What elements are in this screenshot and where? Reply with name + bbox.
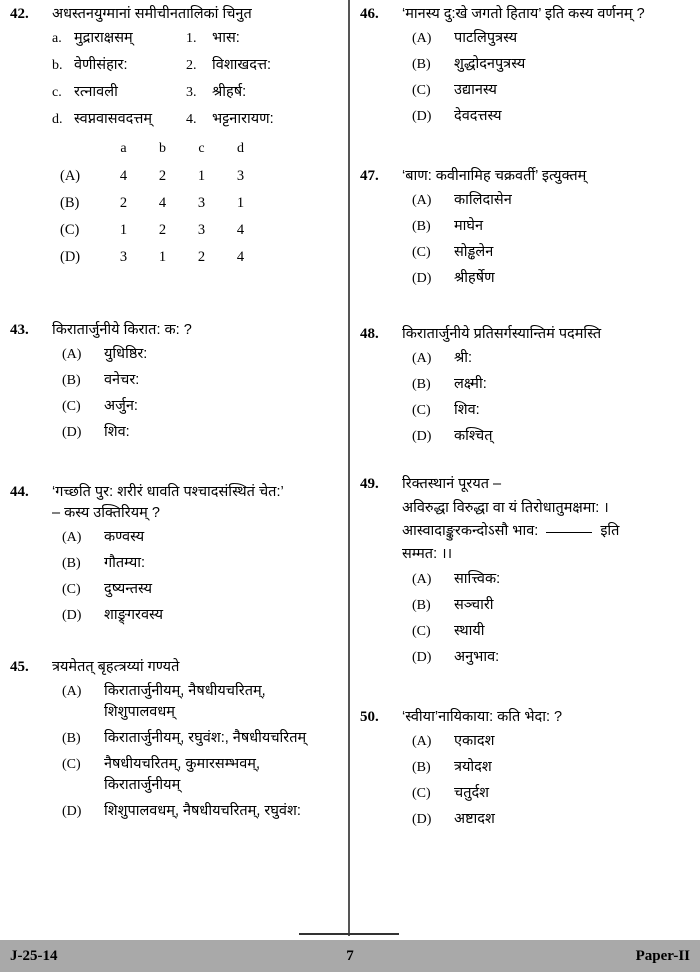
pair-row[interactable] bbox=[52, 27, 342, 50]
option-b[interactable] bbox=[402, 54, 694, 75]
question-text: रिक्तस्थानं पूरयत – bbox=[402, 476, 502, 492]
matrix-row-key: (B) bbox=[60, 195, 80, 211]
verse-line-2-before-blank: आस्वादाङ्कुरकन्दोऽसौ भाव: bbox=[402, 523, 539, 539]
spacer bbox=[360, 294, 694, 324]
pair-index: 3. bbox=[186, 85, 197, 100]
option-d[interactable] bbox=[402, 426, 694, 447]
pair-right-item: श्रीहर्ष: bbox=[212, 84, 247, 100]
pair-index: 1. bbox=[186, 31, 197, 46]
paper-label: Paper-II bbox=[635, 947, 690, 964]
verse-line-3: सम्मत: ।। bbox=[402, 546, 453, 562]
option-text: एकादश bbox=[454, 733, 495, 749]
option-b[interactable] bbox=[52, 553, 342, 574]
option-key: (B) bbox=[62, 373, 81, 388]
option-text-line: किरातार्जुनीयम्, रघुवंश:, नैषधीयचरितम् bbox=[104, 730, 307, 746]
option-key: (C) bbox=[412, 786, 431, 801]
option-a[interactable] bbox=[52, 681, 342, 723]
option-key: (C) bbox=[62, 757, 81, 772]
option-text bbox=[104, 754, 342, 796]
option-text: उद्यानस्य bbox=[454, 82, 497, 98]
option-d[interactable] bbox=[402, 106, 694, 127]
pair-key: a. bbox=[52, 31, 62, 46]
matrix-cell: 1 bbox=[197, 168, 206, 184]
pair-right-item: भास: bbox=[212, 30, 240, 46]
option-text: कश्चित् bbox=[454, 428, 493, 444]
matrix-header-row bbox=[60, 141, 342, 168]
option-b[interactable] bbox=[402, 595, 694, 616]
question-text-line: – कस्य उक्तिरियम् ? bbox=[52, 505, 160, 521]
matrix-cell: 3 bbox=[236, 168, 245, 184]
matrix-cell: 4 bbox=[158, 195, 167, 211]
option-d[interactable] bbox=[52, 605, 342, 626]
question-text-line: ‘गच्छति पुर: शरीरं धावति पश्चादसंस्थितं चेत:’ bbox=[52, 484, 284, 500]
option-text: श्री: bbox=[454, 350, 473, 366]
option-key: (A) bbox=[62, 347, 82, 362]
pair-key: c. bbox=[52, 85, 62, 100]
option-key: (A) bbox=[412, 734, 432, 749]
matrix-cell: 3 bbox=[197, 222, 206, 238]
spacer bbox=[10, 276, 342, 320]
verse-block bbox=[402, 497, 694, 566]
option-key: (D) bbox=[412, 812, 432, 827]
option-key: (D) bbox=[412, 650, 432, 665]
pair-left-item: रत्नावली bbox=[74, 84, 118, 100]
option-c[interactable] bbox=[52, 579, 342, 600]
question-number: 50. bbox=[360, 709, 379, 725]
option-text: माघेन bbox=[454, 218, 484, 234]
option-text: शुद्धोदनपुत्रस्य bbox=[454, 56, 526, 72]
question-48 bbox=[360, 324, 694, 447]
spacer bbox=[360, 673, 694, 707]
option-text-line: नैषधीयचरितम्, कुमारसम्भवम्, bbox=[104, 756, 260, 772]
verse-line-2 bbox=[402, 520, 694, 543]
match-pairs bbox=[52, 27, 342, 131]
option-key: (C) bbox=[62, 582, 81, 597]
question-44 bbox=[10, 482, 342, 626]
question-43 bbox=[10, 320, 342, 443]
option-text: त्रयोदश bbox=[454, 759, 492, 775]
matrix-cell: 3 bbox=[197, 195, 206, 211]
question-number: 48. bbox=[360, 326, 379, 342]
option-key: (C) bbox=[412, 403, 431, 418]
question-text: ‘मानस्य दु:खे जगतो हिताय’ इति कस्य वर्णनम् ? bbox=[402, 6, 645, 22]
question-number: 45. bbox=[10, 659, 29, 675]
option-key: (D) bbox=[62, 804, 82, 819]
option-d[interactable] bbox=[402, 268, 694, 289]
matrix-head-a: a bbox=[120, 141, 127, 156]
matrix-cell: 3 bbox=[119, 249, 128, 265]
options-list bbox=[402, 348, 694, 447]
question-45 bbox=[10, 657, 342, 822]
matrix-head-c: c bbox=[198, 141, 205, 156]
option-d[interactable] bbox=[402, 809, 694, 830]
option-key: (D) bbox=[412, 109, 432, 124]
left-column bbox=[0, 0, 348, 930]
option-a[interactable] bbox=[52, 527, 342, 548]
option-key: (A) bbox=[412, 31, 432, 46]
question-text bbox=[52, 482, 342, 524]
matrix-cell: 1 bbox=[119, 222, 128, 238]
option-key: (B) bbox=[412, 598, 431, 613]
options-list bbox=[402, 28, 694, 127]
option-key: (B) bbox=[412, 760, 431, 775]
fill-in-blank[interactable] bbox=[546, 532, 592, 533]
question-text: किरातार्जुनीये प्रतिसर्गस्यान्तिमं पदमस्ति bbox=[402, 326, 602, 342]
option-text: पाटलिपुत्रस्य bbox=[454, 30, 518, 46]
option-key: (D) bbox=[412, 429, 432, 444]
option-a[interactable] bbox=[402, 190, 694, 211]
option-key: (D) bbox=[412, 271, 432, 286]
matrix-head-b: b bbox=[159, 141, 166, 156]
matrix-option-row[interactable] bbox=[60, 195, 342, 222]
option-text: शिव: bbox=[104, 424, 130, 440]
question-number: 42. bbox=[10, 6, 29, 22]
spacer bbox=[10, 631, 342, 657]
question-text: अधस्तनयुग्मानां समीचीनतालिकां चिनुत bbox=[52, 6, 252, 22]
option-text: श्रीहर्षेण bbox=[454, 270, 495, 286]
option-key: (D) bbox=[62, 608, 82, 623]
question-49 bbox=[360, 474, 694, 668]
option-text: कालिदासेन bbox=[454, 192, 512, 208]
option-text: स्थायी bbox=[454, 623, 485, 639]
pair-left-item: स्वप्नवासवदत्तम् bbox=[74, 111, 153, 127]
verse-line-1: अविरुद्धा विरुद्धा वा यं तिरोधातुमक्षमा: । bbox=[402, 500, 609, 516]
question-number: 44. bbox=[10, 484, 29, 500]
question-number: 43. bbox=[10, 322, 29, 338]
question-number: 47. bbox=[360, 168, 379, 184]
spacer bbox=[10, 448, 342, 482]
matrix-row-key: (A) bbox=[60, 168, 81, 184]
pair-left-item: वेणीसंहार: bbox=[74, 57, 128, 73]
matrix-option-row[interactable] bbox=[60, 222, 342, 249]
matrix-cell: 2 bbox=[158, 222, 167, 238]
question-text: त्रयमेतत् बृहत्त्रय्यां गण्यते bbox=[52, 659, 180, 675]
page-footer bbox=[0, 940, 700, 972]
matrix-option-row[interactable] bbox=[60, 249, 342, 276]
option-key: (D) bbox=[62, 425, 82, 440]
option-d[interactable] bbox=[402, 647, 694, 668]
question-50 bbox=[360, 707, 694, 830]
option-key: (C) bbox=[412, 245, 431, 260]
option-text: लक्ष्मी: bbox=[454, 376, 487, 392]
matrix-cell: 1 bbox=[158, 249, 167, 265]
option-text: सञ्चारी bbox=[454, 597, 494, 613]
option-text-line: शिशुपालवधम् bbox=[104, 704, 175, 720]
pair-row[interactable] bbox=[52, 81, 342, 104]
option-text-line: किरातार्जुनीयम्, नैषधीयचरितम्, bbox=[104, 683, 266, 699]
question-text: ‘स्वीया’नायिकाया: कति भेदा: ? bbox=[402, 709, 563, 725]
option-text: चतुर्दश bbox=[454, 785, 490, 801]
options-list bbox=[52, 681, 342, 822]
options-list bbox=[402, 190, 694, 289]
pair-left-item: मुद्राराक्षसम् bbox=[74, 30, 133, 46]
option-key: (B) bbox=[412, 219, 431, 234]
option-text bbox=[104, 728, 342, 749]
option-text: दुष्यन्तस्य bbox=[104, 581, 153, 597]
pair-row[interactable] bbox=[52, 108, 342, 131]
option-key: (A) bbox=[412, 572, 432, 587]
option-text: देवदत्तस्य bbox=[454, 108, 502, 124]
pair-index: 4. bbox=[186, 112, 197, 127]
question-42 bbox=[10, 4, 342, 276]
spacer bbox=[360, 132, 694, 166]
option-key: (B) bbox=[412, 377, 431, 392]
paper-code: J-25-14 bbox=[10, 947, 58, 964]
question-46 bbox=[360, 4, 694, 127]
bottom-rule bbox=[299, 933, 399, 935]
option-text: गौतम्या: bbox=[104, 555, 146, 571]
spacer bbox=[360, 452, 694, 474]
option-text bbox=[104, 801, 342, 822]
options-list bbox=[52, 527, 342, 626]
matrix-cell: 2 bbox=[158, 168, 167, 184]
option-text: वनेचर: bbox=[104, 372, 140, 388]
option-a[interactable] bbox=[402, 348, 694, 369]
option-c[interactable] bbox=[52, 754, 342, 796]
option-c[interactable] bbox=[402, 80, 694, 101]
option-d[interactable] bbox=[52, 422, 342, 443]
option-key: (A) bbox=[62, 530, 82, 545]
option-c[interactable] bbox=[402, 242, 694, 263]
pair-index: 2. bbox=[186, 58, 197, 73]
options-list bbox=[402, 731, 694, 830]
pair-key: b. bbox=[52, 58, 63, 73]
matrix-cell: 4 bbox=[119, 168, 128, 184]
option-b[interactable] bbox=[402, 216, 694, 237]
matrix-cell: 1 bbox=[236, 195, 245, 211]
options-list bbox=[52, 344, 342, 443]
option-b[interactable] bbox=[402, 757, 694, 778]
option-text bbox=[104, 681, 342, 723]
option-c[interactable] bbox=[402, 400, 694, 421]
option-text: अष्टादश bbox=[454, 811, 495, 827]
option-b[interactable] bbox=[402, 374, 694, 395]
option-c[interactable] bbox=[402, 621, 694, 642]
option-text-line: शिशुपालवधम्, नैषधीयचरितम्, रघुवंश: bbox=[104, 803, 301, 819]
option-text: सात्त्विक: bbox=[454, 571, 501, 587]
option-text: अनुभाव: bbox=[454, 649, 500, 665]
option-text: कण्वस्य bbox=[104, 529, 145, 545]
option-key: (B) bbox=[62, 731, 81, 746]
options-list bbox=[402, 569, 694, 668]
matrix-row-key: (C) bbox=[60, 222, 80, 238]
matrix-option-row[interactable] bbox=[60, 168, 342, 195]
option-c[interactable] bbox=[402, 783, 694, 804]
question-number: 46. bbox=[360, 6, 379, 22]
option-a[interactable] bbox=[402, 569, 694, 590]
option-a[interactable] bbox=[402, 28, 694, 49]
question-text: किरातार्जुनीये किरात: क: ? bbox=[52, 322, 192, 338]
option-key: (B) bbox=[62, 556, 81, 571]
option-text: शिव: bbox=[454, 402, 480, 418]
option-text: शाङ्र्गरवस्य bbox=[104, 607, 164, 623]
question-47 bbox=[360, 166, 694, 289]
matrix-cell: 4 bbox=[236, 249, 245, 265]
option-key: (C) bbox=[62, 399, 81, 414]
matrix-cell: 4 bbox=[236, 222, 245, 238]
option-a[interactable] bbox=[52, 344, 342, 365]
verse-line-2-after-blank: इति bbox=[600, 523, 620, 539]
option-key: (B) bbox=[412, 57, 431, 72]
option-text: युधिष्ठिर: bbox=[104, 346, 148, 362]
pair-row[interactable] bbox=[52, 54, 342, 77]
matrix-head-d: d bbox=[237, 141, 244, 156]
option-c[interactable] bbox=[52, 396, 342, 417]
page-number: 7 bbox=[346, 947, 354, 964]
question-number: 49. bbox=[360, 476, 379, 492]
matrix-cell: 2 bbox=[197, 249, 206, 265]
question-text: ‘बाण: कवीनामिह चक्रवर्ती’ इत्युक्तम् bbox=[402, 168, 587, 184]
matrix-row-key: (D) bbox=[60, 249, 81, 265]
answer-matrix bbox=[60, 141, 342, 276]
option-b[interactable] bbox=[52, 370, 342, 391]
pair-right-item: भट्टनारायण: bbox=[212, 111, 274, 127]
pair-right-item: विशाखदत्त: bbox=[212, 57, 272, 73]
option-d[interactable] bbox=[52, 801, 342, 822]
matrix-cell: 2 bbox=[119, 195, 128, 211]
option-text-line: किरातार्जुनीयम् bbox=[104, 777, 181, 793]
option-key: (A) bbox=[412, 193, 432, 208]
pair-key: d. bbox=[52, 112, 63, 127]
option-b[interactable] bbox=[52, 728, 342, 749]
option-key: (A) bbox=[62, 684, 82, 699]
option-text: सोड्ढलेन bbox=[454, 244, 494, 260]
option-key: (A) bbox=[412, 351, 432, 366]
option-a[interactable] bbox=[402, 731, 694, 752]
option-key: (C) bbox=[412, 624, 431, 639]
option-key: (C) bbox=[412, 83, 431, 98]
option-text: अर्जुन: bbox=[104, 398, 138, 414]
right-column bbox=[348, 0, 700, 930]
